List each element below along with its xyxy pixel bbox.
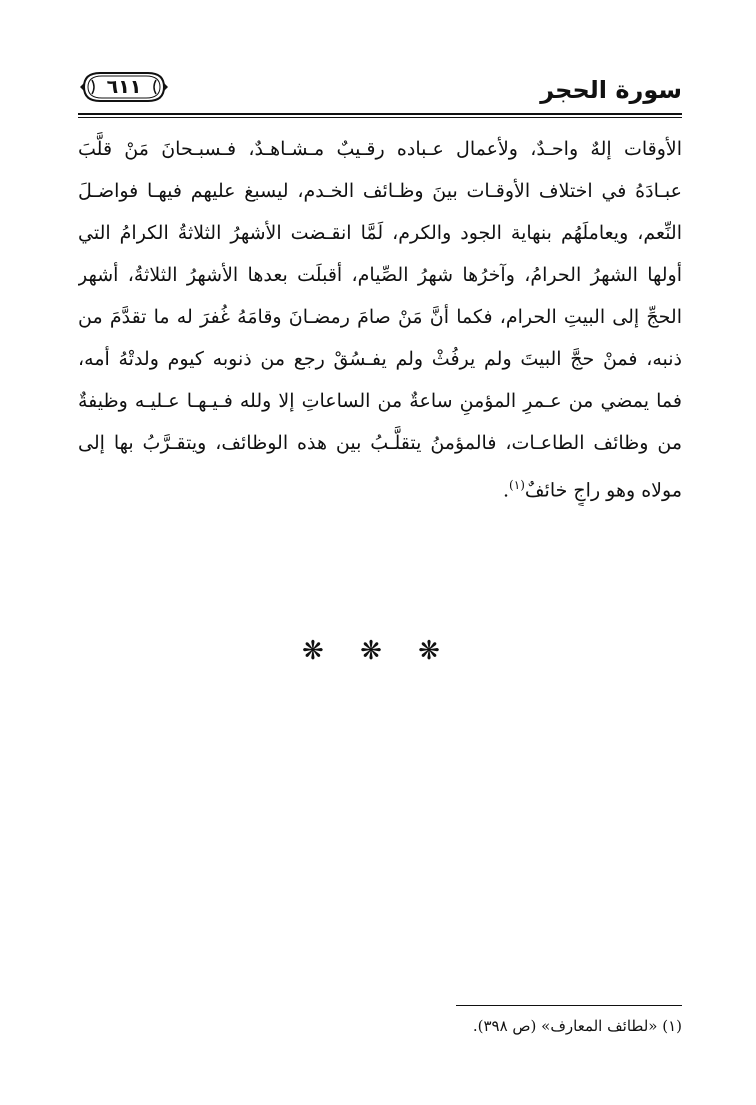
text-line: من وظائف الطاعـات، فالمؤمنُ يتقلَّـبُ بين هذه الوظائف، ويتقـرَّبُ بها إلى (78, 432, 682, 454)
text-line: الحجِّ إلى البيتِ الحرام، فكما أنَّ مَنْ صامَ رمضـانَ وقامَهُ غُفرَ له ما تقدَّمَ من (78, 306, 682, 328)
footnote-reference[interactable]: (١) (509, 478, 525, 492)
footnote-rule (456, 1005, 682, 1006)
text-line-last (78, 464, 682, 506)
text-line: فما يمضي من عـمرِ المؤمنِ ساعةٌ من الساعاتِ إلا ولله فـيـهـا عـليـه وظيفةٌ (78, 390, 682, 412)
footnote: (١) «لطائف المعارف» (ص ٣٩٨). (472, 1017, 682, 1035)
text-line: أولها الشهرُ الحرامُ، وآخرُها شهرُ الصِّيام، أقبلَت بعدها الأشهرُ الثلاثةُ، أشهر (78, 264, 682, 286)
text-line: ذنبه، فمنْ حجَّ البيتَ ولم يرفُثْ ولم يفـسُقْ رجع من ذنوبه كيوم ولدتْهُ أمه، (78, 348, 682, 370)
text-line: عبـادَهُ في اختلاف الأوقـات بينَ وظـائف الخـدم، ليسبغ عليهم فيهـا فواضـلَ (78, 180, 682, 202)
text-line: النِّعم، ويعاملَهُم بنهاية الجود والكرم، لَمَّا انقـضت الأشهرُ الثلاثةُ الكرامُ التي (78, 222, 682, 244)
text-line: الأوقات إلهٌ واحـدٌ، ولأعمال عـباده رقـيبٌ مـشـاهـدٌ، فـسبـحانَ مَنْ قلَّبَ (78, 138, 682, 160)
header-rule (78, 113, 682, 115)
header-rule-thin (78, 117, 682, 118)
surah-title: سورة الحجر (540, 76, 682, 104)
last-line-text: مولاه وهو راجٍ خائفٌ (524, 479, 682, 502)
page-header (78, 68, 682, 112)
page-number-badge (78, 70, 170, 104)
last-line-end: . (503, 479, 510, 502)
section-separator: ❋ ❋ ❋ (302, 636, 454, 666)
page-number: ٦١١ (106, 76, 142, 98)
body-text (78, 128, 682, 506)
